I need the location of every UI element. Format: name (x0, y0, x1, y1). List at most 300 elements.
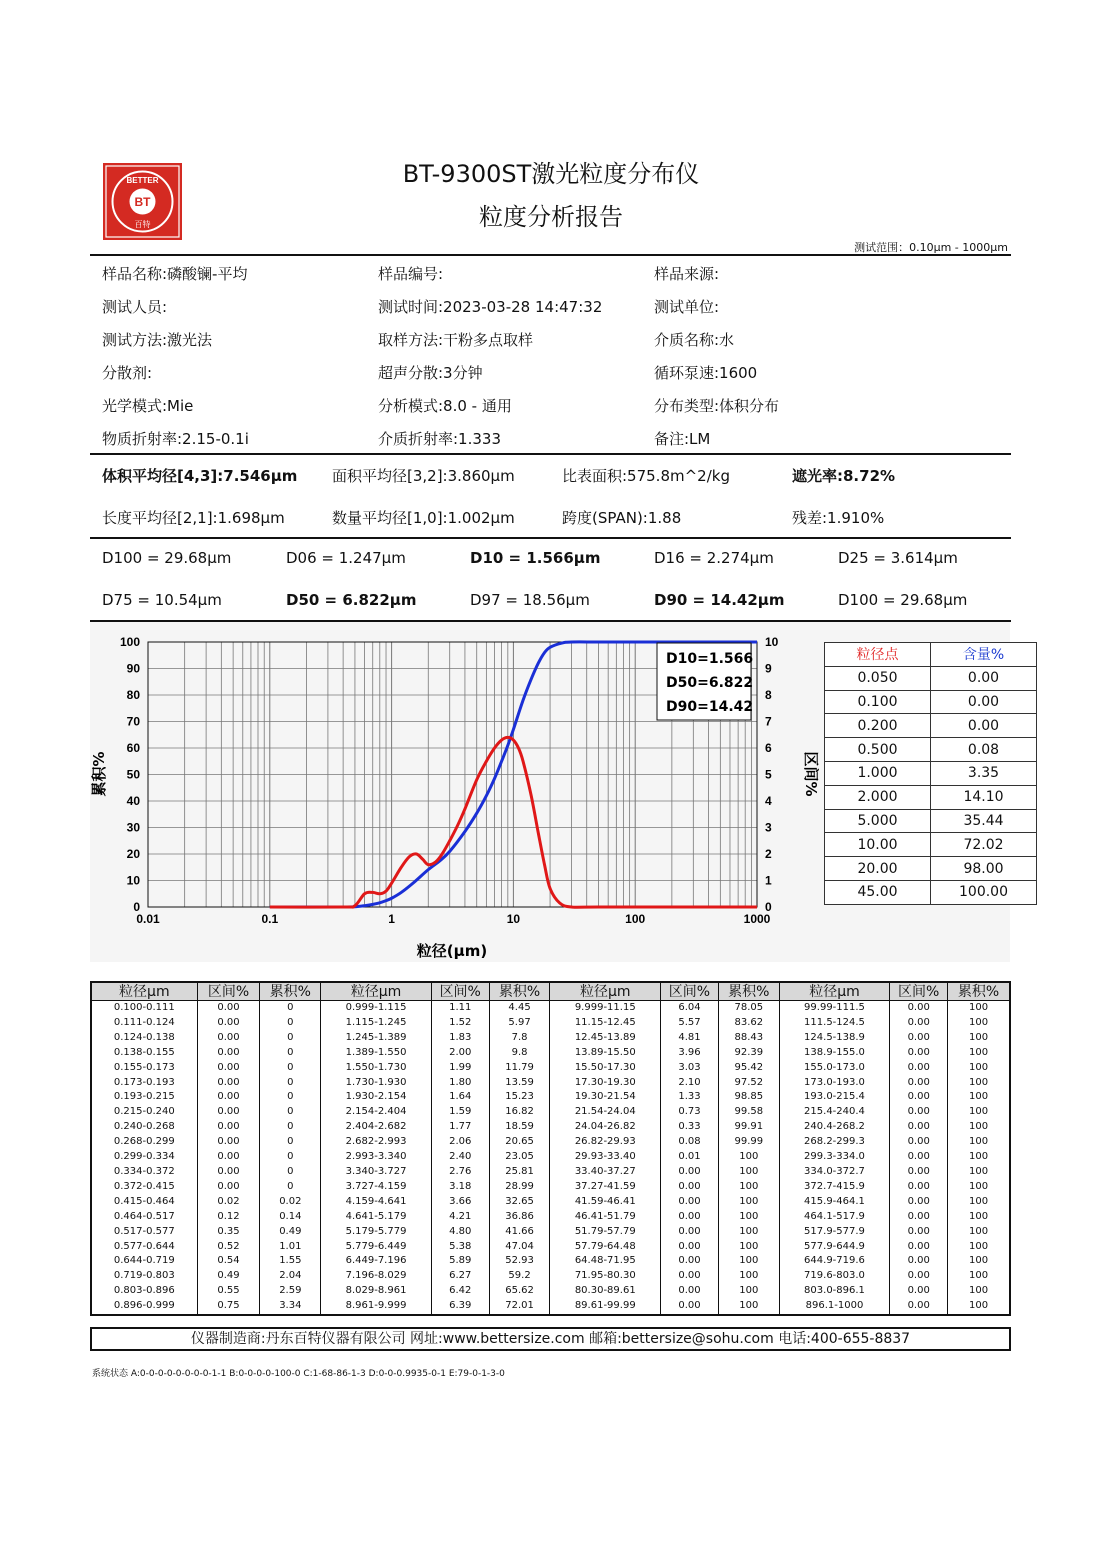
y2-tick-label: 7 (765, 714, 772, 729)
table-cell: 1.11 (431, 1001, 489, 1016)
table-cell: 100 (718, 1210, 779, 1225)
table-cell: 0.00 (890, 1031, 948, 1046)
table-cell: 0.52 (197, 1240, 260, 1255)
divider (90, 453, 1011, 455)
table-cell: 100 (948, 1210, 1010, 1225)
table-header-cell: 区间% (197, 982, 260, 1001)
table-cell: 6.27 (431, 1269, 489, 1284)
logo-bottom-text: 百特 (134, 220, 151, 229)
table-header-cell: 粒径μm (779, 982, 890, 1001)
table-cell: 0.00 (661, 1284, 719, 1299)
table-cell: 100 (718, 1299, 779, 1315)
table-cell: 99.99 (718, 1135, 779, 1150)
table-cell: 3.727-4.159 (321, 1180, 432, 1195)
table-cell: 0.138-0.155 (91, 1046, 197, 1061)
table-header-cell: 累积% (718, 982, 779, 1001)
d-value: D100 = 29.68μm (838, 591, 968, 609)
table-cell: 0 (260, 1090, 321, 1105)
report-subtitle: 粒度分析报告 (479, 203, 623, 231)
table-cell: 46.41-51.79 (550, 1210, 661, 1225)
info-cell: 测试方法:激光法 (102, 331, 213, 349)
table-cell: 0.00 (890, 1135, 948, 1150)
table-header-cell: 粒径μm (550, 982, 661, 1001)
table-cell: 100 (718, 1254, 779, 1269)
table-cell: 7.196-8.029 (321, 1269, 432, 1284)
table-cell: 72.01 (489, 1299, 550, 1315)
table-cell: 0.00 (197, 1016, 260, 1031)
table-cell: 0.33 (661, 1120, 719, 1135)
table-header-cell: 累积% (489, 982, 550, 1001)
table-cell: 0.08 (661, 1135, 719, 1150)
stat-obscuration: 遮光率:8.72% (792, 467, 896, 485)
table-cell: 100 (948, 1105, 1010, 1120)
table-cell: 80.30-89.61 (550, 1284, 661, 1299)
table-cell: 65.62 (489, 1284, 550, 1299)
table-cell: 28.99 (489, 1180, 550, 1195)
points-cell: 5.000 (825, 809, 931, 833)
report-title: BT-9300ST激光粒度分布仪 (402, 160, 700, 188)
y2-tick-label: 2 (765, 847, 772, 861)
table-cell: 0.00 (890, 1001, 948, 1016)
stat-volume-mean: 体积平均径[4,3]:7.546μm (102, 467, 298, 485)
size-points-table (824, 642, 1037, 905)
points-row (825, 738, 1037, 762)
info-cell: 物质折射率:2.15-0.1i (102, 430, 249, 448)
table-cell: 0.803-0.896 (91, 1284, 197, 1299)
points-row (825, 880, 1037, 904)
table-cell: 100 (948, 1269, 1010, 1284)
table-cell: 0.372-0.415 (91, 1180, 197, 1195)
x-tick-label: 1 (388, 912, 395, 926)
table-cell: 6.42 (431, 1284, 489, 1299)
table-cell: 0.00 (661, 1254, 719, 1269)
table-cell: 100 (948, 1046, 1010, 1061)
table-cell: 100 (948, 1031, 1010, 1046)
table-cell: 19.30-21.54 (550, 1090, 661, 1105)
table-cell: 1.99 (431, 1061, 489, 1076)
y-tick-label: 50 (126, 767, 140, 782)
table-cell: 372.7-415.9 (779, 1180, 890, 1195)
table-cell: 99.99-111.5 (779, 1001, 890, 1016)
table-cell: 100 (948, 1061, 1010, 1076)
table-cell: 100 (948, 1195, 1010, 1210)
table-cell: 0.35 (197, 1225, 260, 1240)
table-cell: 0.155-0.173 (91, 1061, 197, 1076)
table-cell: 2.993-3.340 (321, 1150, 432, 1165)
table-cell: 1.389-1.550 (321, 1046, 432, 1061)
y2-tick-label: 6 (765, 741, 772, 755)
points-row (825, 761, 1037, 785)
table-cell: 0.12 (197, 1210, 260, 1225)
table-cell: 13.89-15.50 (550, 1046, 661, 1061)
table-cell: 21.54-24.04 (550, 1105, 661, 1120)
points-row (825, 833, 1037, 857)
points-cell: 0.500 (825, 738, 931, 762)
table-cell: 59.2 (489, 1269, 550, 1284)
table-cell: 100 (948, 1135, 1010, 1150)
table-cell: 0.00 (890, 1165, 948, 1180)
table-cell: 18.59 (489, 1120, 550, 1135)
y-tick-label: 40 (126, 794, 140, 808)
divider (90, 254, 1011, 256)
table-cell: 0.644-0.719 (91, 1254, 197, 1269)
d-value: D16 = 2.274μm (654, 549, 774, 567)
table-cell: 0.00 (197, 1180, 260, 1195)
table-cell: 0.54 (197, 1254, 260, 1269)
d-value: D06 = 1.247μm (286, 549, 406, 567)
points-cell: 0.100 (825, 690, 931, 714)
table-cell: 0.464-0.517 (91, 1210, 197, 1225)
x-axis-label: 粒径(μm) (416, 942, 488, 960)
table-cell: 100 (948, 1240, 1010, 1255)
info-cell: 分散剂: (102, 364, 153, 382)
table-cell: 0.00 (661, 1225, 719, 1240)
table-header-cell: 区间% (661, 982, 719, 1001)
table-cell: 0.173-0.193 (91, 1076, 197, 1091)
info-cell: 介质名称:水 (654, 331, 735, 349)
system-status: 系统状态 A:0-0-0-0-0-0-0-0-1-1 B:0-0-0-0-100-0 C:1-68-86-1-3 D:0-0-0.9935-0-1 E:79-0-1-3-0 (92, 1369, 505, 1379)
table-cell: 0.00 (661, 1180, 719, 1195)
test-range: 测试范围：0.10μm - 1000μm (854, 241, 1008, 254)
table-row (91, 1090, 1010, 1105)
points-cell: 72.02 (931, 833, 1037, 857)
table-cell: 138.9-155.0 (779, 1046, 890, 1061)
points-cell: 35.44 (931, 809, 1037, 833)
table-cell: 464.1-517.9 (779, 1210, 890, 1225)
info-cell: 样品名称:磷酸镧-平均 (102, 265, 248, 283)
info-cell: 测试人员: (102, 298, 168, 316)
y2-tick-label: 0 (765, 900, 772, 914)
table-cell: 0.00 (661, 1269, 719, 1284)
table-cell: 0.00 (661, 1210, 719, 1225)
table-cell: 100 (948, 1225, 1010, 1240)
table-cell: 2.06 (431, 1135, 489, 1150)
table-cell: 3.18 (431, 1180, 489, 1195)
table-cell: 0.999-1.115 (321, 1001, 432, 1016)
d-value: D75 = 10.54μm (102, 591, 222, 609)
table-cell: 23.05 (489, 1150, 550, 1165)
table-cell: 577.9-644.9 (779, 1240, 890, 1255)
y2-tick-label: 1 (765, 873, 772, 888)
table-cell: 0 (260, 1076, 321, 1091)
info-cell: 样品编号: (378, 265, 444, 283)
table-cell: 15.50-17.30 (550, 1061, 661, 1076)
table-cell: 1.550-1.730 (321, 1061, 432, 1076)
table-cell: 100 (718, 1225, 779, 1240)
points-cell: 100.00 (931, 880, 1037, 904)
info-cell: 循环泵速:1600 (654, 364, 758, 382)
table-header-cell: 区间% (890, 982, 948, 1001)
table-cell: 0.719-0.803 (91, 1269, 197, 1284)
table-cell: 0.00 (197, 1046, 260, 1061)
table-cell: 0.00 (890, 1076, 948, 1091)
y-tick-label: 90 (126, 661, 140, 676)
y-tick-label: 80 (126, 688, 140, 702)
table-cell: 268.2-299.3 (779, 1135, 890, 1150)
points-cell: 0.08 (931, 738, 1037, 762)
table-header-cell: 累积% (260, 982, 321, 1001)
table-cell: 0.00 (890, 1046, 948, 1061)
table-cell: 3.03 (661, 1061, 719, 1076)
table-cell: 16.82 (489, 1105, 550, 1120)
table-cell: 0 (260, 1001, 321, 1016)
table-cell: 0.100-0.111 (91, 1001, 197, 1016)
table-cell: 0.00 (890, 1016, 948, 1031)
table-cell: 1.80 (431, 1076, 489, 1091)
table-cell: 97.52 (718, 1076, 779, 1091)
table-header-cell: 累积% (948, 982, 1010, 1001)
info-cell: 光学模式:Mie (102, 397, 194, 415)
y2-tick-label: 5 (765, 767, 772, 782)
table-cell: 100 (948, 1076, 1010, 1091)
table-cell: 88.43 (718, 1031, 779, 1046)
table-cell: 0.00 (890, 1105, 948, 1120)
table-cell: 111.5-124.5 (779, 1016, 890, 1031)
stat-area-mean: 面积平均径[3,2]:3.860μm (332, 467, 515, 485)
x-tick-label: 0.1 (261, 912, 279, 926)
table-cell: 6.04 (661, 1001, 719, 1016)
table-cell: 41.66 (489, 1225, 550, 1240)
table-cell: 0.00 (890, 1090, 948, 1105)
table-cell: 644.9-719.6 (779, 1254, 890, 1269)
table-cell: 0.00 (197, 1120, 260, 1135)
table-cell: 173.0-193.0 (779, 1076, 890, 1091)
table-cell: 517.9-577.9 (779, 1225, 890, 1240)
table-cell: 0.00 (890, 1120, 948, 1135)
info-cell: 测试时间:2023-03-28 14:47:32 (378, 298, 603, 316)
stat-span: 跨度(SPAN):1.88 (562, 509, 682, 527)
table-cell: 0.193-0.215 (91, 1090, 197, 1105)
table-cell: 5.57 (661, 1016, 719, 1031)
table-cell: 4.45 (489, 1001, 550, 1016)
table-cell: 29.93-33.40 (550, 1150, 661, 1165)
table-cell: 5.97 (489, 1016, 550, 1031)
table-cell: 4.159-4.641 (321, 1195, 432, 1210)
x-tick-label: 0.01 (136, 912, 160, 926)
table-cell: 0.00 (197, 1061, 260, 1076)
table-cell: 12.45-13.89 (550, 1031, 661, 1046)
info-cell: 备注:LM (654, 430, 711, 448)
y-tick-label: 70 (126, 714, 140, 729)
table-cell: 11.15-12.45 (550, 1016, 661, 1031)
table-cell: 803.0-896.1 (779, 1284, 890, 1299)
table-cell: 100 (718, 1180, 779, 1195)
info-cell: 分析模式:8.0 - 通用 (378, 397, 512, 415)
table-cell: 0.75 (197, 1299, 260, 1315)
table-cell: 0 (260, 1016, 321, 1031)
info-cell: 取样方法:干粉多点取样 (378, 331, 534, 349)
table-cell: 2.154-2.404 (321, 1105, 432, 1120)
table-cell: 2.40 (431, 1150, 489, 1165)
table-cell: 26.82-29.93 (550, 1135, 661, 1150)
points-cell: 0.00 (931, 690, 1037, 714)
table-cell: 3.96 (661, 1046, 719, 1061)
info-cell: 样品来源: (654, 265, 720, 283)
table-cell: 64.48-71.95 (550, 1254, 661, 1269)
table-cell: 3.34 (260, 1299, 321, 1315)
y-tick-label: 0 (133, 900, 140, 914)
table-cell: 1.115-1.245 (321, 1016, 432, 1031)
table-row (91, 1046, 1010, 1061)
table-cell: 0.299-0.334 (91, 1150, 197, 1165)
y2-axis-ticks (765, 635, 779, 914)
y2-tick-label: 10 (765, 635, 779, 649)
table-cell: 99.91 (718, 1120, 779, 1135)
table-cell: 0 (260, 1031, 321, 1046)
table-cell: 155.0-173.0 (779, 1061, 890, 1076)
table-cell: 0.14 (260, 1210, 321, 1225)
points-cell: 14.10 (931, 785, 1037, 809)
info-cell: 分布类型:体积分布 (654, 397, 780, 415)
info-cell: 测试单位: (654, 298, 720, 316)
table-cell: 100 (718, 1150, 779, 1165)
y2-tick-label: 8 (765, 688, 772, 702)
table-cell: 2.10 (661, 1076, 719, 1091)
table-cell: 57.79-64.48 (550, 1240, 661, 1255)
table-cell: 0 (260, 1105, 321, 1120)
table-cell: 0.00 (890, 1269, 948, 1284)
table-row (91, 1180, 1010, 1195)
table-cell: 5.179-5.779 (321, 1225, 432, 1240)
table-row (91, 1120, 1010, 1135)
table-cell: 15.23 (489, 1090, 550, 1105)
table-cell: 5.779-6.449 (321, 1240, 432, 1255)
table-cell: 0.896-0.999 (91, 1299, 197, 1315)
table-row (91, 1105, 1010, 1120)
table-cell: 896.1-1000 (779, 1299, 890, 1315)
table-cell: 2.404-2.682 (321, 1120, 432, 1135)
table-cell: 78.05 (718, 1001, 779, 1016)
table-cell: 100 (948, 1016, 1010, 1031)
d-value: D100 = 29.68μm (102, 549, 232, 567)
table-row (91, 1016, 1010, 1031)
table-cell: 89.61-99.99 (550, 1299, 661, 1315)
points-cell: 3.35 (931, 761, 1037, 785)
table-cell: 100 (948, 1150, 1010, 1165)
table-cell: 240.4-268.2 (779, 1120, 890, 1135)
table-cell: 0.00 (197, 1001, 260, 1016)
table-cell: 0.00 (890, 1254, 948, 1269)
y-tick-label: 20 (126, 847, 140, 861)
annotation-d90: D90=14.42 (666, 699, 754, 715)
table-cell: 92.39 (718, 1046, 779, 1061)
points-cell: 0.00 (931, 714, 1037, 738)
table-row (91, 1001, 1010, 1016)
table-cell: 20.65 (489, 1135, 550, 1150)
table-cell: 100 (948, 1180, 1010, 1195)
table-cell: 215.4-240.4 (779, 1105, 890, 1120)
x-axis-ticks (136, 912, 770, 926)
table-cell: 0.215-0.240 (91, 1105, 197, 1120)
table-cell: 0.00 (197, 1076, 260, 1091)
table-cell: 24.04-26.82 (550, 1120, 661, 1135)
table-cell: 1.83 (431, 1031, 489, 1046)
table-cell: 124.5-138.9 (779, 1031, 890, 1046)
stat-residual: 残差:1.910% (792, 509, 885, 527)
stat-length-mean: 长度平均径[2,1]:1.698μm (102, 509, 285, 527)
table-cell: 71.95-80.30 (550, 1269, 661, 1284)
points-cell: 45.00 (825, 880, 931, 904)
table-cell: 0.00 (197, 1165, 260, 1180)
table-cell: 4.21 (431, 1210, 489, 1225)
distribution-table (90, 981, 1011, 1316)
manufacturer-footer: 仪器制造商:丹东百特仪器有限公司 网址:www.bettersize.com 邮箱:bettersize@sohu.com 电话:400-655-8837 (90, 1327, 1011, 1351)
table-cell: 0.517-0.577 (91, 1225, 197, 1240)
points-cell: 20.00 (825, 857, 931, 881)
table-row (91, 1031, 1010, 1046)
points-row (825, 690, 1037, 714)
y-tick-label: 10 (126, 873, 140, 888)
table-cell: 100 (948, 1284, 1010, 1299)
table-cell: 0 (260, 1180, 321, 1195)
annotation-d50: D50=6.822 (666, 675, 754, 691)
table-cell: 0 (260, 1120, 321, 1135)
table-cell: 13.59 (489, 1076, 550, 1091)
table-cell: 0.00 (890, 1284, 948, 1299)
table-cell: 299.3-334.0 (779, 1150, 890, 1165)
points-header-cell: 粒径点 (825, 643, 931, 667)
table-cell: 0.00 (890, 1240, 948, 1255)
table-cell: 0.73 (661, 1105, 719, 1120)
d-value: D25 = 3.614μm (838, 549, 958, 567)
stat-number-mean: 数量平均径[1,0]:1.002μm (332, 509, 515, 527)
table-cell: 0 (260, 1135, 321, 1150)
table-cell: 1.55 (260, 1254, 321, 1269)
table-cell: 1.730-1.930 (321, 1076, 432, 1091)
stat-specific-surface: 比表面积:575.8m^2/kg (562, 467, 730, 485)
table-cell: 0.00 (197, 1135, 260, 1150)
table-cell: 0.124-0.138 (91, 1031, 197, 1046)
table-cell: 100 (718, 1284, 779, 1299)
table-cell: 100 (948, 1090, 1010, 1105)
y-axis-label: 累积% (90, 751, 108, 797)
table-cell: 100 (948, 1299, 1010, 1315)
table-cell: 33.40-37.27 (550, 1165, 661, 1180)
points-cell: 1.000 (825, 761, 931, 785)
table-cell: 32.65 (489, 1195, 550, 1210)
table-cell: 0.415-0.464 (91, 1195, 197, 1210)
table-cell: 334.0-372.7 (779, 1165, 890, 1180)
x-tick-label: 1000 (743, 912, 771, 926)
y-tick-label: 100 (119, 635, 140, 649)
table-cell: 17.30-19.30 (550, 1076, 661, 1091)
table-cell: 0.00 (661, 1195, 719, 1210)
d-value-d10: D10 = 1.566μm (470, 549, 601, 567)
table-cell: 8.961-9.999 (321, 1299, 432, 1315)
d-value: D97 = 18.56μm (470, 591, 590, 609)
logo-top-text: BETTER (126, 176, 159, 185)
table-cell: 0.111-0.124 (91, 1016, 197, 1031)
table-row (91, 1076, 1010, 1091)
table-row (91, 1269, 1010, 1284)
table-cell: 1.245-1.389 (321, 1031, 432, 1046)
table-cell: 0.02 (197, 1195, 260, 1210)
table-cell: 4.641-5.179 (321, 1210, 432, 1225)
divider (90, 537, 1011, 539)
table-cell: 0.00 (197, 1150, 260, 1165)
table-cell: 1.77 (431, 1120, 489, 1135)
table-row (91, 1195, 1010, 1210)
info-cell: 超声分散:3分钟 (378, 364, 483, 382)
table-cell: 4.80 (431, 1225, 489, 1240)
table-row (91, 1150, 1010, 1165)
points-cell: 10.00 (825, 833, 931, 857)
table-cell: 0.577-0.644 (91, 1240, 197, 1255)
y2-axis-label: 区间% (802, 751, 820, 797)
table-cell: 0.00 (197, 1090, 260, 1105)
table-cell: 95.42 (718, 1061, 779, 1076)
table-cell: 5.38 (431, 1240, 489, 1255)
